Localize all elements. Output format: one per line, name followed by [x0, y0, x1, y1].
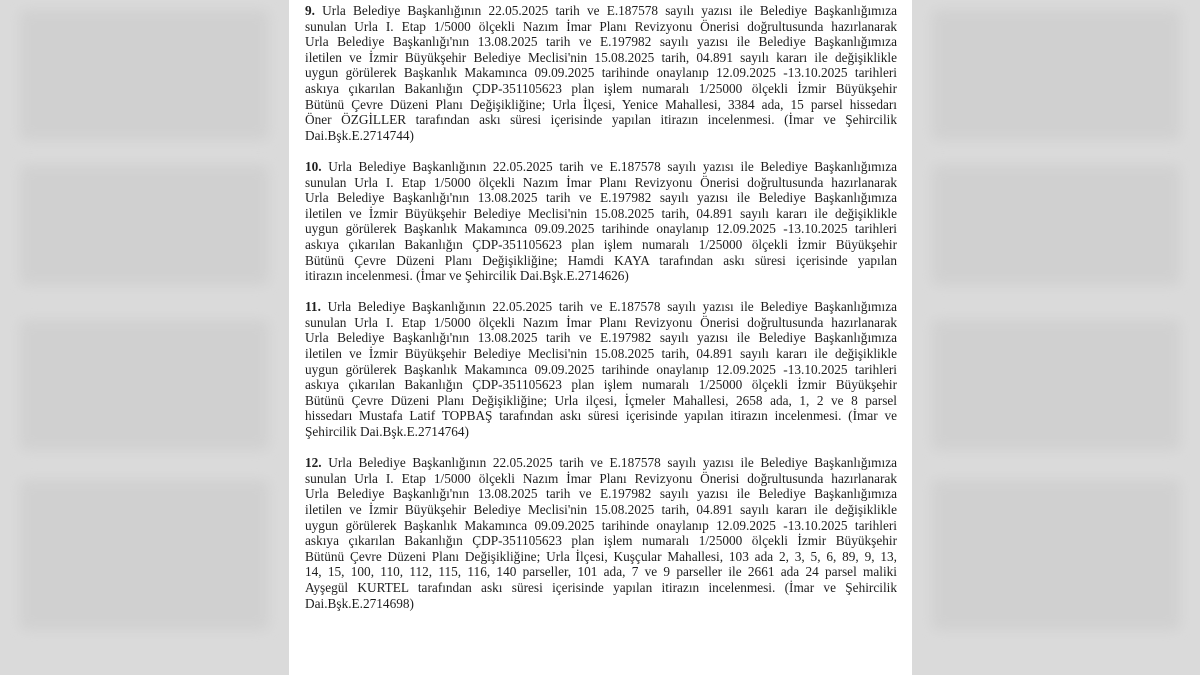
agenda-item-text: uygun görülerek Başkanlık Makamınca 09.09.2025 tarihinde onaylanıp 12.09.2025 -13.10.2025 tarihleri: [305, 517, 897, 533]
agenda-item-line: [305, 533, 897, 549]
agenda-item-text: Bütünü Çevre Düzeni Planı Değişikliğine; Urla İlçesi, Kuşçular Mahallesi, 103 ada 2, 3, 5, 6, 89, 9, 13,: [305, 548, 897, 564]
agenda-item-text: uygun görülerek Başkanlık Makamınca 09.09.2025 tarihinde onaylanıp 12.09.2025 -13.10.2025 tarihleri: [305, 221, 897, 237]
agenda-item-number: 11.: [305, 299, 321, 315]
agenda-item-line: [305, 299, 897, 315]
agenda-item-text: Urla Belediye Başkanlığının 22.05.2025 tarih ve E.187578 sayılı yazısı ile Belediye Başkanlığımıza: [327, 299, 898, 315]
agenda-item-text: uygun görülerek Başkanlık Makamınca 09.09.2025 tarihinde onaylanıp 12.09.2025 -13.10.2025 tarihleri: [305, 65, 897, 81]
agenda-item-line: [305, 486, 897, 502]
agenda-item-line: [305, 377, 897, 393]
blur-band: [932, 10, 1180, 140]
agenda-item-text: 14, 15, 100, 110, 112, 115, 116, 140 parseller, 101 ada, 7 ve 9 parseller ile 2661 ada 24 parsel maliki: [305, 564, 897, 580]
agenda-item-text: askıya çıkarılan Bakanlığın ÇDP-351105623 plan işlem numaralı 1/25000 ölçekli İzmir Büyükşehir: [305, 533, 897, 549]
agenda-item-line: [305, 424, 897, 440]
agenda-item-line: [305, 580, 897, 596]
agenda-item-line: [305, 112, 897, 128]
agenda-item-line: [305, 206, 897, 222]
agenda-item-line: [305, 393, 897, 409]
agenda-item-line: [305, 159, 897, 175]
agenda-item-line: [305, 190, 897, 206]
agenda-item-line: [305, 330, 897, 346]
agenda-item-line: [305, 237, 897, 253]
blur-band: [20, 10, 269, 140]
agenda-item-line: [305, 346, 897, 362]
agenda-item-text: iletilen ve İzmir Büyükşehir Belediye Meclisi'nin 15.08.2025 tarih, 04.891 sayılı kararı ile değişiklikle: [305, 502, 897, 517]
agenda-item-text: Urla Belediye Başkanlığının 22.05.2025 tarih ve E.187578 sayılı yazısı ile Belediye Başkanlığımıza: [328, 455, 897, 471]
blur-band: [932, 320, 1180, 450]
agenda-item-number: 9.: [305, 3, 315, 18]
agenda-item-text: iletilen ve İzmir Büyükşehir Belediye Meclisi'nin 15.08.2025 tarih, 04.891 sayılı kararı ile değişiklikle: [305, 49, 897, 65]
agenda-item-line: [305, 315, 897, 331]
agenda-item-line: [305, 175, 897, 191]
agenda-item-line: [305, 97, 897, 113]
blur-band: [932, 480, 1180, 630]
document-body: [305, 3, 897, 627]
agenda-item-text: Urla Belediye Başkanlığının 22.05.2025 tarih ve E.187578 sayılı yazısı ile Belediye Başkanlığımıza: [328, 158, 897, 174]
agenda-item-line: [305, 408, 897, 424]
agenda-item-text: Bütünü Çevre Düzeni Planı Değişikliğine; Urla ilçesi, İçmeler Mahallesi, 2658 ada, 1, 2 ve 8 parsel: [305, 392, 897, 408]
agenda-item-text: itirazın incelenmesi. (İmar ve Şehircilik Dai.Bşk.E.2714626): [305, 268, 629, 284]
agenda-item-text: Ayşegül KURTEL tarafından askı süresi içerisinde yapılan itirazın incelenmesi. (İmar ve Şehircilik: [305, 579, 897, 595]
agenda-item-text: Urla Belediye Başkanlığı'nın 13.08.2025 tarih ve E.197982 sayılı yazısı ile Belediye Başkanlığımıza: [305, 190, 897, 206]
agenda-item-text: Urla Belediye Başkanlığının 22.05.2025 tarih ve E.187578 sayılı yazısı ile Belediye Başkanlığımıza: [322, 3, 898, 18]
agenda-item-line: [305, 596, 897, 612]
agenda-item-text: sunulan Urla I. Etap 1/5000 ölçekli Nazım İmar Planı Revizyonu Önerisi doğrultusunda hazırlanarak: [305, 18, 897, 34]
agenda-item-text: Bütünü Çevre Düzeni Planı Değişikliğine; Hamdi KAYA tarafından askı süresi içerisinde yapılan: [305, 252, 897, 268]
agenda-item-text: Dai.Bşk.E.2714744): [305, 127, 414, 143]
blur-band: [20, 480, 269, 630]
agenda-item-number: 12.: [305, 455, 322, 471]
agenda-item-text: askıya çıkarılan Bakanlığın ÇDP-351105623 plan işlem numaralı 1/25000 ölçekli İzmir Büyükşehir: [305, 80, 897, 96]
agenda-item-text: iletilen ve İzmir Büyükşehir Belediye Meclisi'nin 15.08.2025 tarih, 04.891 sayılı kararı ile değişiklikle: [305, 205, 897, 221]
agenda-item-line: [305, 564, 897, 580]
agenda-item-line: [305, 128, 897, 144]
agenda-item-line: [305, 34, 897, 50]
document-page: [289, 0, 912, 675]
agenda-item-line: [305, 549, 897, 565]
agenda-item-text: hissedarı Mustafa Latif TOPBAŞ tarafından askı süresi içerisinde yapılan itirazın incelenmesi. (İmar ve: [305, 408, 897, 424]
blurred-background-left: [0, 0, 289, 675]
agenda-item: [305, 299, 897, 439]
agenda-item-line: [305, 221, 897, 237]
blur-band: [20, 320, 269, 450]
agenda-item-text: Şehircilik Dai.Bşk.E.2714764): [305, 424, 469, 440]
agenda-item: [305, 159, 897, 284]
agenda-item-line: [305, 253, 897, 269]
blur-band: [932, 165, 1180, 285]
agenda-item-number: 10.: [305, 158, 322, 174]
agenda-item-text: uygun görülerek Başkanlık Makamınca 09.09.2025 tarihinde onaylanıp 12.09.2025 -13.10.2025 tarihleri: [305, 361, 897, 377]
agenda-item-line: [305, 19, 897, 35]
agenda-item-line: [305, 502, 897, 518]
agenda-item-text: sunulan Urla I. Etap 1/5000 ölçekli Nazım İmar Planı Revizyonu Önerisi doğrultusunda hazırlanarak: [305, 314, 897, 330]
agenda-item-text: askıya çıkarılan Bakanlığın ÇDP-351105623 plan işlem numaralı 1/25000 ölçekli İzmir Büyükşehir: [305, 377, 897, 393]
agenda-item-line: [305, 81, 897, 97]
agenda-item-line: [305, 362, 897, 378]
agenda-item-line: [305, 3, 897, 19]
agenda-item-line: [305, 268, 897, 284]
agenda-item-text: Dai.Bşk.E.2714698): [305, 595, 414, 611]
agenda-item-line: [305, 471, 897, 487]
agenda-item-text: sunulan Urla I. Etap 1/5000 ölçekli Nazım İmar Planı Revizyonu Önerisi doğrultusunda hazırlanarak: [305, 174, 897, 190]
agenda-item-text: sunulan Urla I. Etap 1/5000 ölçekli Nazım İmar Planı Revizyonu Önerisi doğrultusunda hazırlanarak: [305, 470, 897, 486]
agenda-item: [305, 455, 897, 611]
agenda-item-line: [305, 455, 897, 471]
blur-band: [20, 165, 269, 285]
agenda-item-line: [305, 518, 897, 534]
agenda-item-line: [305, 50, 897, 66]
agenda-item-line: [305, 65, 897, 81]
agenda-item-text: Urla Belediye Başkanlığı'nın 13.08.2025 tarih ve E.197982 sayılı yazısı ile Belediye Başkanlığımıza: [305, 486, 897, 502]
blurred-background-right: [912, 0, 1200, 675]
agenda-item-text: Öner ÖZGİLLER tarafından askı süresi içerisinde yapılan itirazın incelenmesi. (İmar ve Şehircilik: [305, 112, 897, 128]
agenda-item-text: iletilen ve İzmir Büyükşehir Belediye Meclisi'nin 15.08.2025 tarih, 04.891 sayılı kararı ile değişiklikle: [305, 346, 897, 362]
agenda-item-text: Urla Belediye Başkanlığı'nın 13.08.2025 tarih ve E.197982 sayılı yazısı ile Belediye Başkanlığımıza: [305, 330, 897, 346]
agenda-item-text: Urla Belediye Başkanlığı'nın 13.08.2025 tarih ve E.197982 sayılı yazısı ile Belediye Başkanlığımıza: [305, 34, 897, 50]
agenda-item-text: askıya çıkarılan Bakanlığın ÇDP-351105623 plan işlem numaralı 1/25000 ölçekli İzmir Büyükşehir: [305, 236, 897, 252]
agenda-item: [305, 3, 897, 143]
agenda-item-text: Bütünü Çevre Düzeni Planı Değişikliğine; Urla İlçesi, Yenice Mahallesi, 3384 ada, 15 parsel hissedarı: [305, 96, 897, 112]
